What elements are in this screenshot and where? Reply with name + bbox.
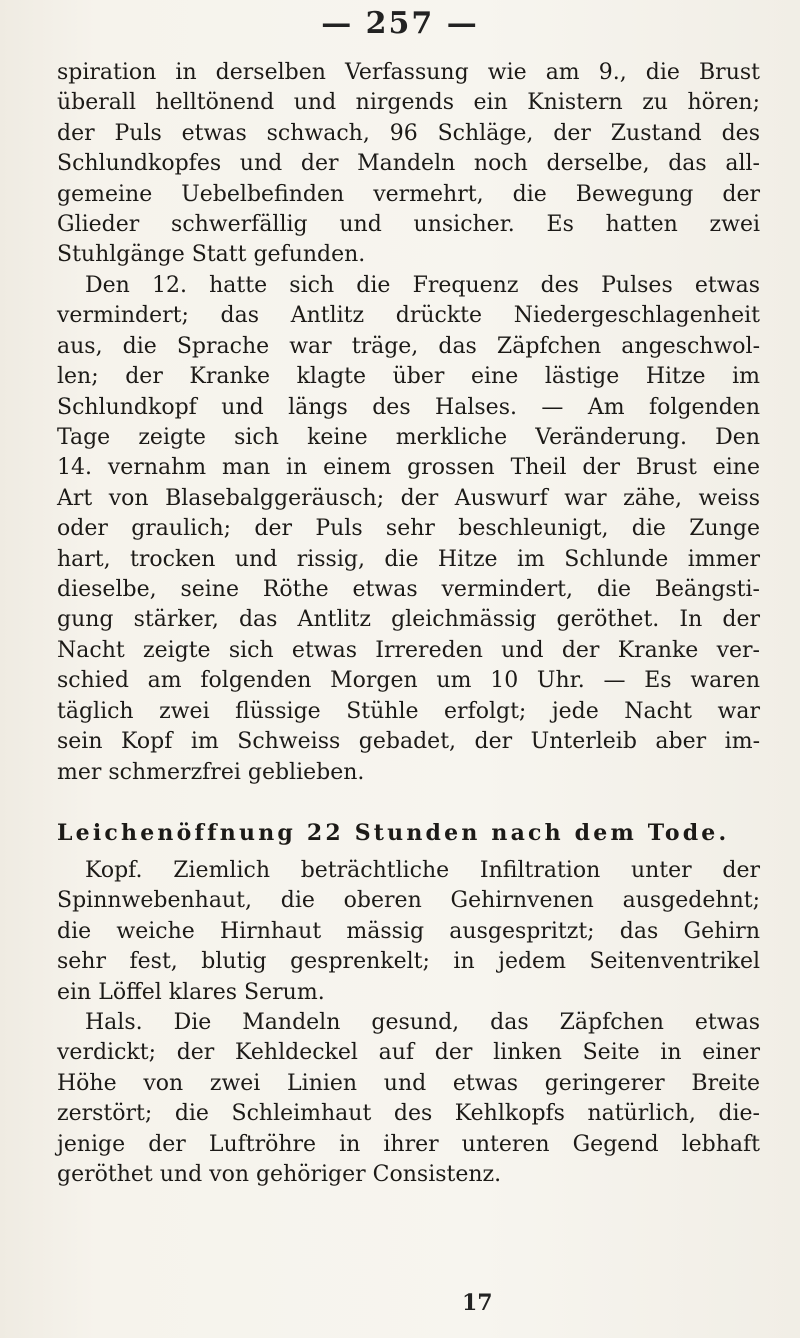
text-line: Art von Blasebalggeräusch; der Auswurf war zähe, weiss bbox=[57, 485, 760, 511]
text-line: verdickt; der Kehldeckel auf der linken Seite in einer bbox=[57, 1040, 760, 1066]
text-line: Höhe von zwei Linien und etwas geringerer Breite bbox=[57, 1070, 760, 1096]
text-line: die weiche Hirnhaut mässig ausgespritzt; das Gehirn bbox=[57, 918, 760, 944]
heading-text: Leichenöffnung 22 Stunden nach dem Tode. bbox=[57, 820, 730, 846]
text-line: Schlundkopfes und der Mandeln noch derselbe, das all- bbox=[57, 151, 760, 177]
text-line: gung stärker, das Antlitz gleichmässig geröthet. In der bbox=[57, 607, 760, 633]
page-number-header: — 257 — bbox=[321, 6, 479, 41]
text-line: 14. vernahm man in einem grossen Theil der Brust eine bbox=[57, 455, 760, 481]
paragraph-hals bbox=[57, 1008, 760, 1190]
text-line: aus, die Sprache war träge, das Zäpfchen angeschwol- bbox=[57, 333, 760, 359]
text-line: jenige der Luftröhre in ihrer unteren Gegend lebhaft bbox=[57, 1131, 760, 1157]
text-line: vermindert; das Antlitz drückte Niedergeschlagenheit bbox=[57, 303, 760, 329]
text-line: Den 12. hatte sich die Frequenz des Pulses etwas bbox=[85, 273, 760, 298]
section-heading bbox=[57, 818, 760, 848]
signature-mark: 17 bbox=[462, 1290, 493, 1316]
text-line: hart, trocken und rissig, die Hitze im Schlunde immer bbox=[57, 546, 760, 572]
text-line: sein Kopf im Schweiss gebadet, der Unterleib aber im- bbox=[57, 729, 760, 755]
text-line: Nacht zeigte sich etwas Irrereden und der Kranke ver- bbox=[57, 637, 760, 663]
text-line: len; der Kranke klagte über eine lästige Hitze im bbox=[57, 364, 760, 390]
text-line: oder graulich; der Puls sehr beschleunigt, die Zunge bbox=[57, 516, 760, 542]
text-line: gemeine Uebelbefinden vermehrt, die Bewegung der bbox=[57, 181, 760, 207]
text-line: schied am folgenden Morgen um 10 Uhr. — Es waren bbox=[57, 668, 760, 694]
text-line: dieselbe, seine Röthe etwas vermindert, die Beängsti- bbox=[57, 577, 760, 603]
text-line: Hals. Die Mandeln gesund, das Zäpfchen etwas bbox=[85, 1010, 760, 1035]
text-line: sehr fest, blutig gesprenkelt; in jedem Seitenventrikel bbox=[57, 949, 760, 975]
paragraph-2 bbox=[57, 271, 760, 788]
text-line: Schlundkopf und längs des Halses. — Am folgenden bbox=[57, 394, 760, 420]
text-line: zerstört; die Schleimhaut des Kehlkopfs natürlich, die- bbox=[57, 1101, 760, 1127]
text-line: Spinnwebenhaut, die oberen Gehirnvenen ausgedehnt; bbox=[57, 888, 760, 914]
text-line: geröthet und von gehöriger Consistenz. bbox=[57, 1162, 502, 1188]
text-line: Stuhlgänge Statt gefunden. bbox=[57, 242, 366, 268]
text-line: Glieder schwerfällig und unsicher. Es hatten zwei bbox=[57, 212, 760, 238]
text-line: spiration in derselben Verfassung wie am 9., die Brust bbox=[57, 60, 760, 85]
text-line: ein Löffel klares Serum. bbox=[57, 979, 325, 1005]
text-line: täglich zwei flüssige Stühle erfolgt; jede Nacht war bbox=[57, 698, 760, 724]
text-line: mer schmerzfrei geblieben. bbox=[57, 759, 365, 785]
text-line: überall helltönend und nirgends ein Knistern zu hören; bbox=[57, 90, 760, 116]
paragraph-1 bbox=[57, 58, 760, 271]
text-line: der Puls etwas schwach, 96 Schläge, der Zustand des bbox=[57, 120, 760, 146]
text-line: Tage zeigte sich keine merkliche Veränderung. Den bbox=[57, 425, 760, 451]
paragraph-kopf bbox=[57, 856, 760, 1008]
text-line: Kopf. Ziemlich beträchtliche Infiltration unter der bbox=[85, 858, 760, 883]
